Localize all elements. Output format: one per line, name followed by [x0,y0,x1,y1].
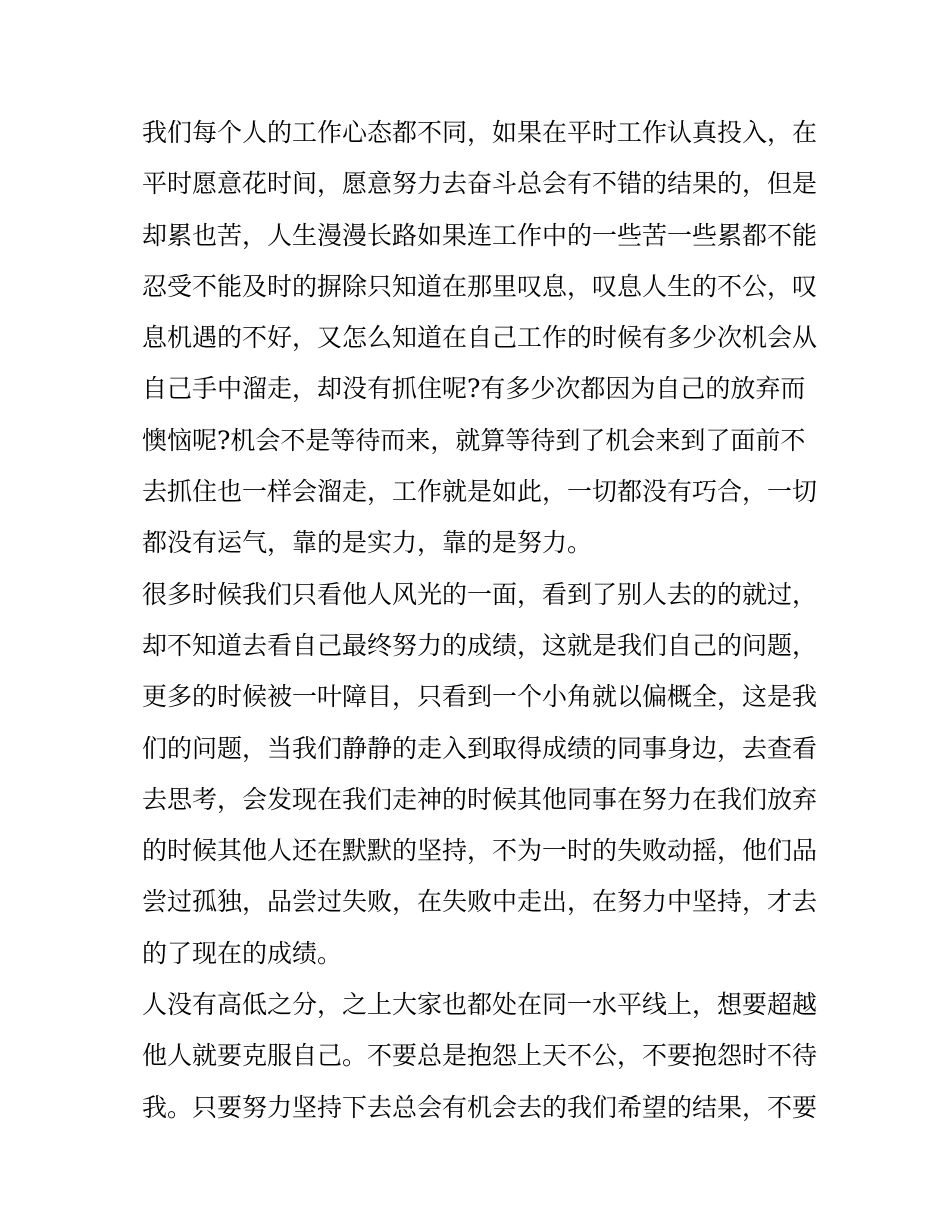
text-line: 很多时候我们只看他人风光的一面，看到了别人去的的就过， [142,579,818,609]
text-line: 的了现在的成绩。 [142,938,343,968]
text-line: 自己手中溜走，却没有抓住呢?有多少次都因为自己的放弃而 [142,374,806,404]
text-line: 人没有高低之分，之上大家也都处在同一水平线上，想要超越 [142,990,818,1020]
text-line: 懊恼呢?机会不是等待而来，就算等待到了机会来到了面前不 [142,425,806,455]
text-line: 我。只要努力坚持下去总会有机会去的我们希望的结果，不要 [142,1092,818,1122]
text-line: 尝过孤独，品尝过失败，在失败中走出，在努力中坚持，才去 [142,887,818,917]
text-line: 们的问题，当我们静静的走入到取得成绩的同事身边，去查看 [142,733,818,763]
text-line: 都没有运气，靠的是实力，靠的是努力。 [142,528,593,558]
text-line: 平时愿意花时间，愿意努力去奋斗总会有不错的结果的，但是 [142,169,818,199]
text-line: 却累也苦，人生漫漫长路如果连工作中的一些苦一些累都不能 [142,220,818,250]
text-line: 的时候其他人还在默默的坚持，不为一时的失败动摇，他们品 [142,836,818,866]
text-line: 他人就要克服自己。不要总是抱怨上天不公，不要抱怨时不待 [142,1041,818,1071]
text-line: 我们每个人的工作心态都不同，如果在平时工作认真投入，在 [142,118,818,147]
body-text [142,107,818,1133]
text-line: 息机遇的不好，又怎么知道在自己工作的时候有多少次机会从 [142,323,818,353]
text-line: 去抓住也一样会溜走，工作就是如此，一切都没有巧合，一切 [142,477,818,507]
text-line: 去思考，会发现在我们走神的时候其他同事在努力在我们放弃 [142,784,818,814]
text-line: 更多的时候被一叶障目，只看到一个小角就以偏概全，这是我 [142,682,818,712]
text-line: 忍受不能及时的摒除只知道在那里叹息，叹息人生的不公，叹 [142,271,818,301]
text-line: 却不知道去看自己最终努力的成绩，这就是我们自己的问题， [142,630,818,660]
